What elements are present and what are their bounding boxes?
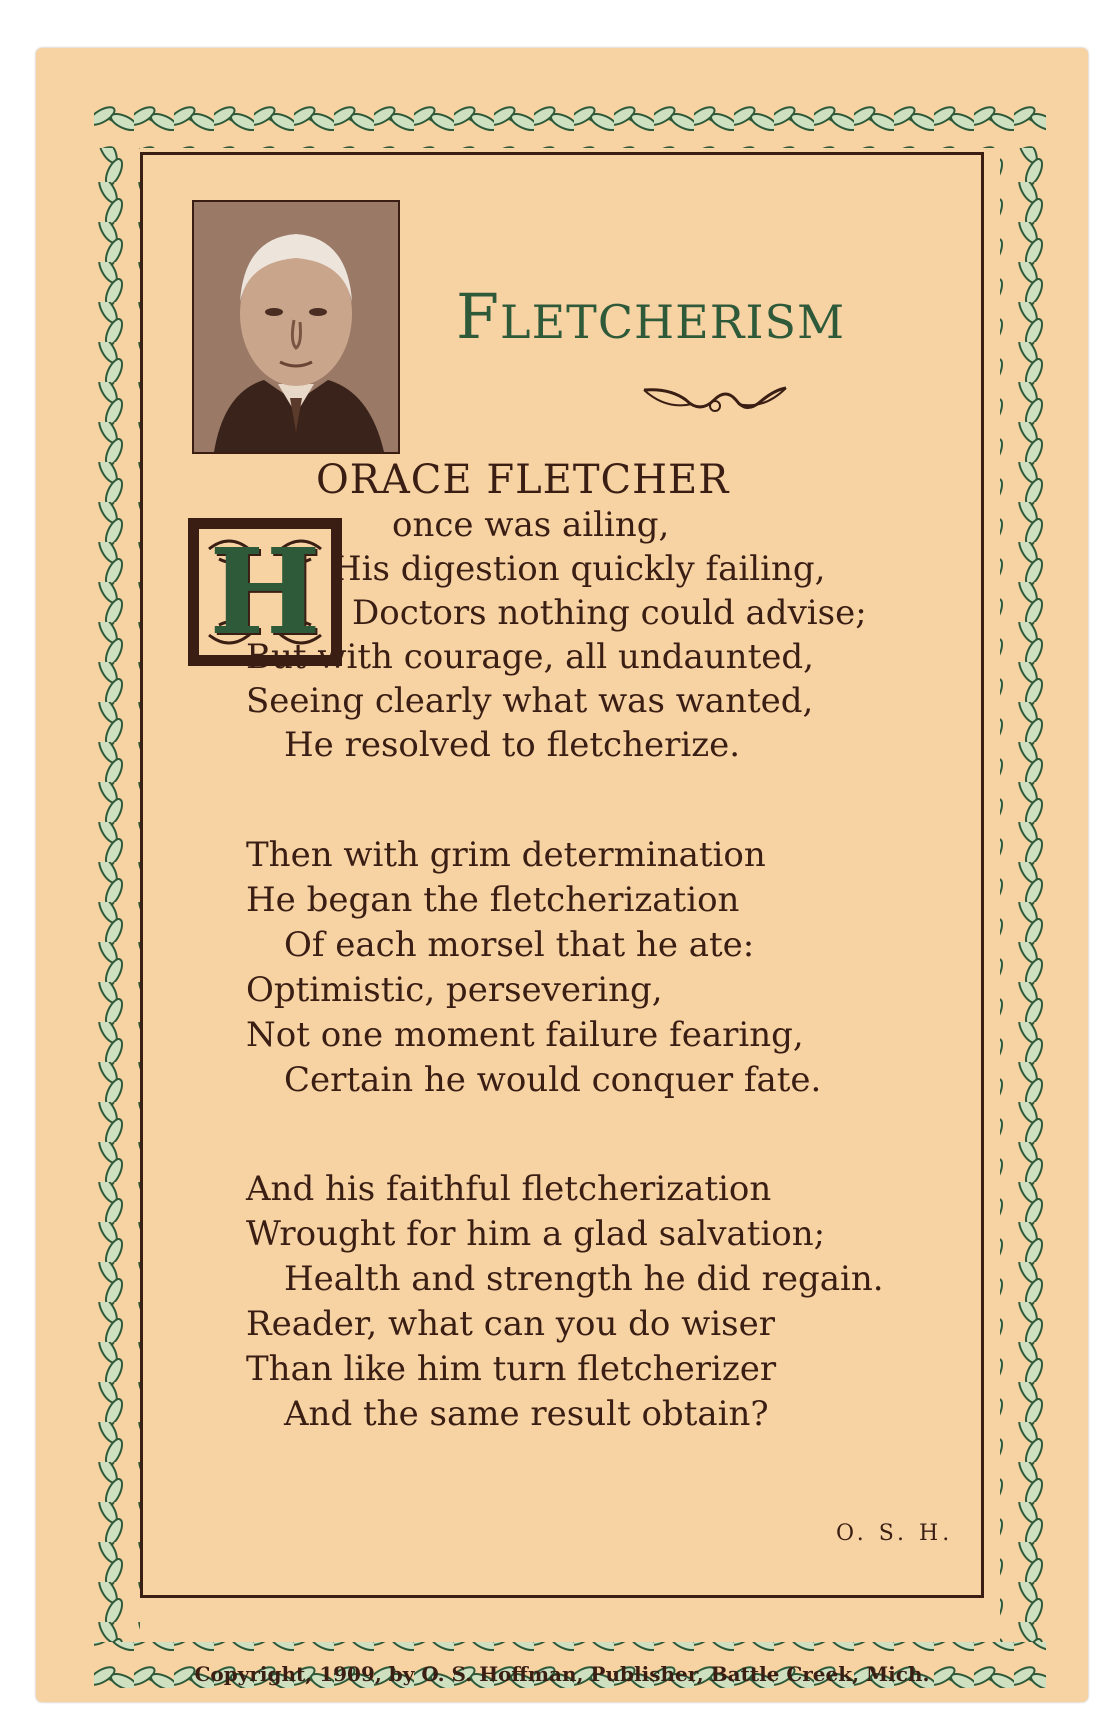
poem-line: Health and strength he did regain. (284, 1259, 884, 1299)
poem-line: Certain he would conquer fate. (284, 1060, 822, 1100)
title-first-letter: F (456, 280, 501, 353)
poem-line: And his faithful fletcherization (246, 1169, 772, 1209)
portrait-photo (192, 200, 400, 454)
poem-line: He began the fletcherization (246, 880, 740, 920)
poem-line: ORACE FLETCHER (316, 457, 730, 503)
page-title (456, 280, 976, 353)
poem-line: Of each morsel that he ate: (284, 925, 755, 965)
poem-line: Wrought for him a glad salvation; (246, 1214, 826, 1254)
drop-cap-letter: H (209, 522, 321, 661)
poem-line: once was ailing, (392, 505, 670, 545)
poem-line: Seeing clearly what was wanted, (246, 681, 814, 721)
poem-line: Than like him turn fletcherizer (246, 1349, 777, 1389)
poem-line: His digestion quickly failing, (332, 549, 826, 589)
title-rest: LETCHERISM (500, 295, 846, 349)
copyright-notice: Copyright, 1909, by O. S. Hoffman, Publisher, Battle Creek, Mich. (194, 1662, 930, 1686)
poem-line: Optimistic, persevering, (246, 970, 663, 1010)
signature: O. S. H. (836, 1521, 954, 1546)
poem-line: Reader, what can you do wiser (246, 1304, 775, 1344)
poem-line: Then with grim determination (246, 835, 766, 875)
postcard (36, 48, 1088, 1702)
man-portrait-icon (194, 202, 398, 452)
poem-line: Not one moment failure fearing, (246, 1015, 804, 1055)
poem-line: But with courage, all undaunted, (246, 637, 814, 677)
poem-line: And the same result obtain? (284, 1394, 769, 1434)
poem-line: He resolved to fletcherize. (284, 725, 741, 765)
flourish-icon (640, 380, 790, 424)
poem-line: Doctors nothing could advise; (352, 593, 867, 633)
